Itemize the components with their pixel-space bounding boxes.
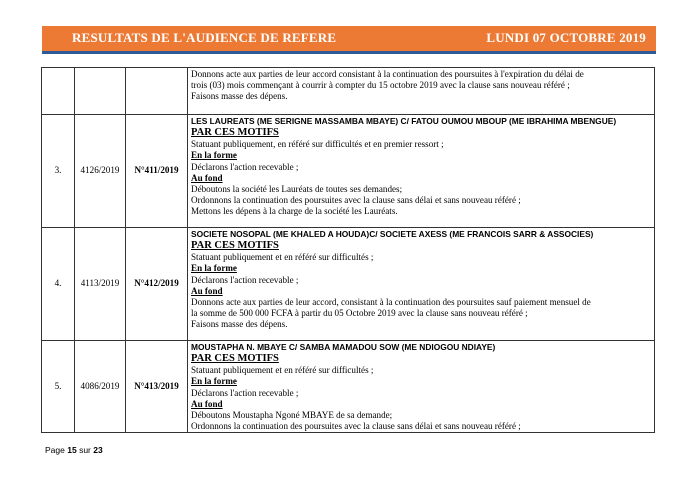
parties-heading: MOUSTAPHA N. MBAYE C/ SAMBA MAMADOU SOW (ME NDIOGOU NDIAYE) — [191, 342, 496, 352]
motifs-heading: PAR CES MOTIFS — [191, 353, 279, 365]
rg-cell — [75, 68, 126, 115]
results-table — [41, 67, 655, 433]
statuant-text: Statuant publiquement, en référé sur difficultés et en premier ressort ; — [191, 139, 444, 150]
page-footer — [45, 445, 103, 455]
header-title: RESULTATS DE L'AUDIENCE DE REFERE — [72, 30, 337, 45]
ordonnance-cell: N°411/2019 — [126, 115, 188, 228]
fond-line: Faisons masse des dépens. — [191, 319, 288, 330]
forme-text: Déclarons l'action recevable ; — [191, 274, 299, 285]
fond-heading: Au fond — [191, 285, 223, 296]
motifs-heading: PAR CES MOTIFS — [191, 127, 279, 139]
forme-text: Déclarons l'action recevable ; — [191, 387, 299, 398]
fond-line: Ordonnons la continuation des poursuites avec la clause sans délai et sans nouveau référé ; — [191, 421, 521, 432]
fond-line: la somme de 500 000 FCFA à partir du 05 Octobre 2019 avec la clause sans nouveau référé ; — [191, 308, 528, 319]
fond-heading: Au fond — [191, 398, 223, 409]
fond-heading: Au fond — [191, 172, 223, 183]
of-label: sur — [79, 445, 91, 455]
table-row — [42, 228, 655, 341]
ordonnance-cell: N°412/2019 — [126, 228, 188, 341]
row-number-cell: 4. — [42, 228, 75, 341]
forme-heading: En la forme — [191, 150, 237, 161]
table-row — [42, 68, 655, 115]
page-number: 15 — [67, 445, 77, 455]
row-number-cell — [42, 68, 75, 115]
decision-line: Donnons acte aux parties de leur accord consistant à la continuation des poursuites à l'expiration du délai de — [191, 69, 584, 79]
decision-line: Faisons masse des dépens. — [191, 91, 288, 102]
ordonnance-cell — [126, 68, 188, 115]
rg-cell: 4113/2019 — [75, 228, 126, 341]
header-date: LUNDI 07 OCTOBRE 2019 — [486, 30, 646, 45]
table-row — [42, 115, 655, 228]
row-number-cell: 3. — [42, 115, 75, 228]
table-row — [42, 341, 655, 433]
page-label: Page — [45, 445, 65, 455]
decision-cell — [188, 68, 655, 115]
forme-heading: En la forme — [191, 263, 237, 274]
decision-cell — [188, 341, 655, 433]
fond-line: Donnons acte aux parties de leur accord, consistant à la continuation des poursuites sauf paiement mensuel de — [191, 297, 591, 308]
fond-line: Mettons les dépens à la charge de la société les Lauréats. — [191, 206, 398, 217]
ordonnance-cell: N°413/2019 — [126, 341, 188, 433]
forme-text: Déclarons l'action recevable ; — [191, 161, 299, 172]
row-number-cell: 5. — [42, 341, 75, 433]
decision-line: trois (03) mois commençant à courrir à compter du 15 octobre 2019 avec la clause sans nouveau référé ; — [191, 80, 570, 91]
parties-heading: SOCIETE NOSOPAL (ME KHALED A HOUDA)C/ SOCIETE AXESS (ME FRANCOIS SARR & ASSOCIES) — [191, 229, 594, 239]
rg-cell: 4126/2019 — [75, 115, 126, 228]
fond-line: Ordonnons la continuation des poursuites avec la clause sans délai et sans nouveau référé ; — [191, 195, 521, 206]
header-banner — [42, 26, 656, 54]
fond-line: Déboutons Moustapha Ngoné MBAYE de sa demande; — [191, 410, 393, 421]
decision-cell — [188, 228, 655, 341]
statuant-text: Statuant publiquement et en référé sur difficultés ; — [191, 252, 374, 263]
statuant-text: Statuant publiquement et en référé sur difficultés ; — [191, 365, 374, 376]
parties-heading: LES LAUREATS (ME SERIGNE MASSAMBA MBAYE) C/ FATOU OUMOU MBOUP (ME IBRAHIMA MBENGUE) — [191, 116, 617, 126]
motifs-heading: PAR CES MOTIFS — [191, 240, 279, 252]
page-total: 23 — [93, 445, 103, 455]
fond-line: Déboutons la société les Lauréats de toutes ses demandes; — [191, 184, 403, 195]
decision-cell — [188, 115, 655, 228]
forme-heading: En la forme — [191, 376, 237, 387]
rg-cell: 4086/2019 — [75, 341, 126, 433]
